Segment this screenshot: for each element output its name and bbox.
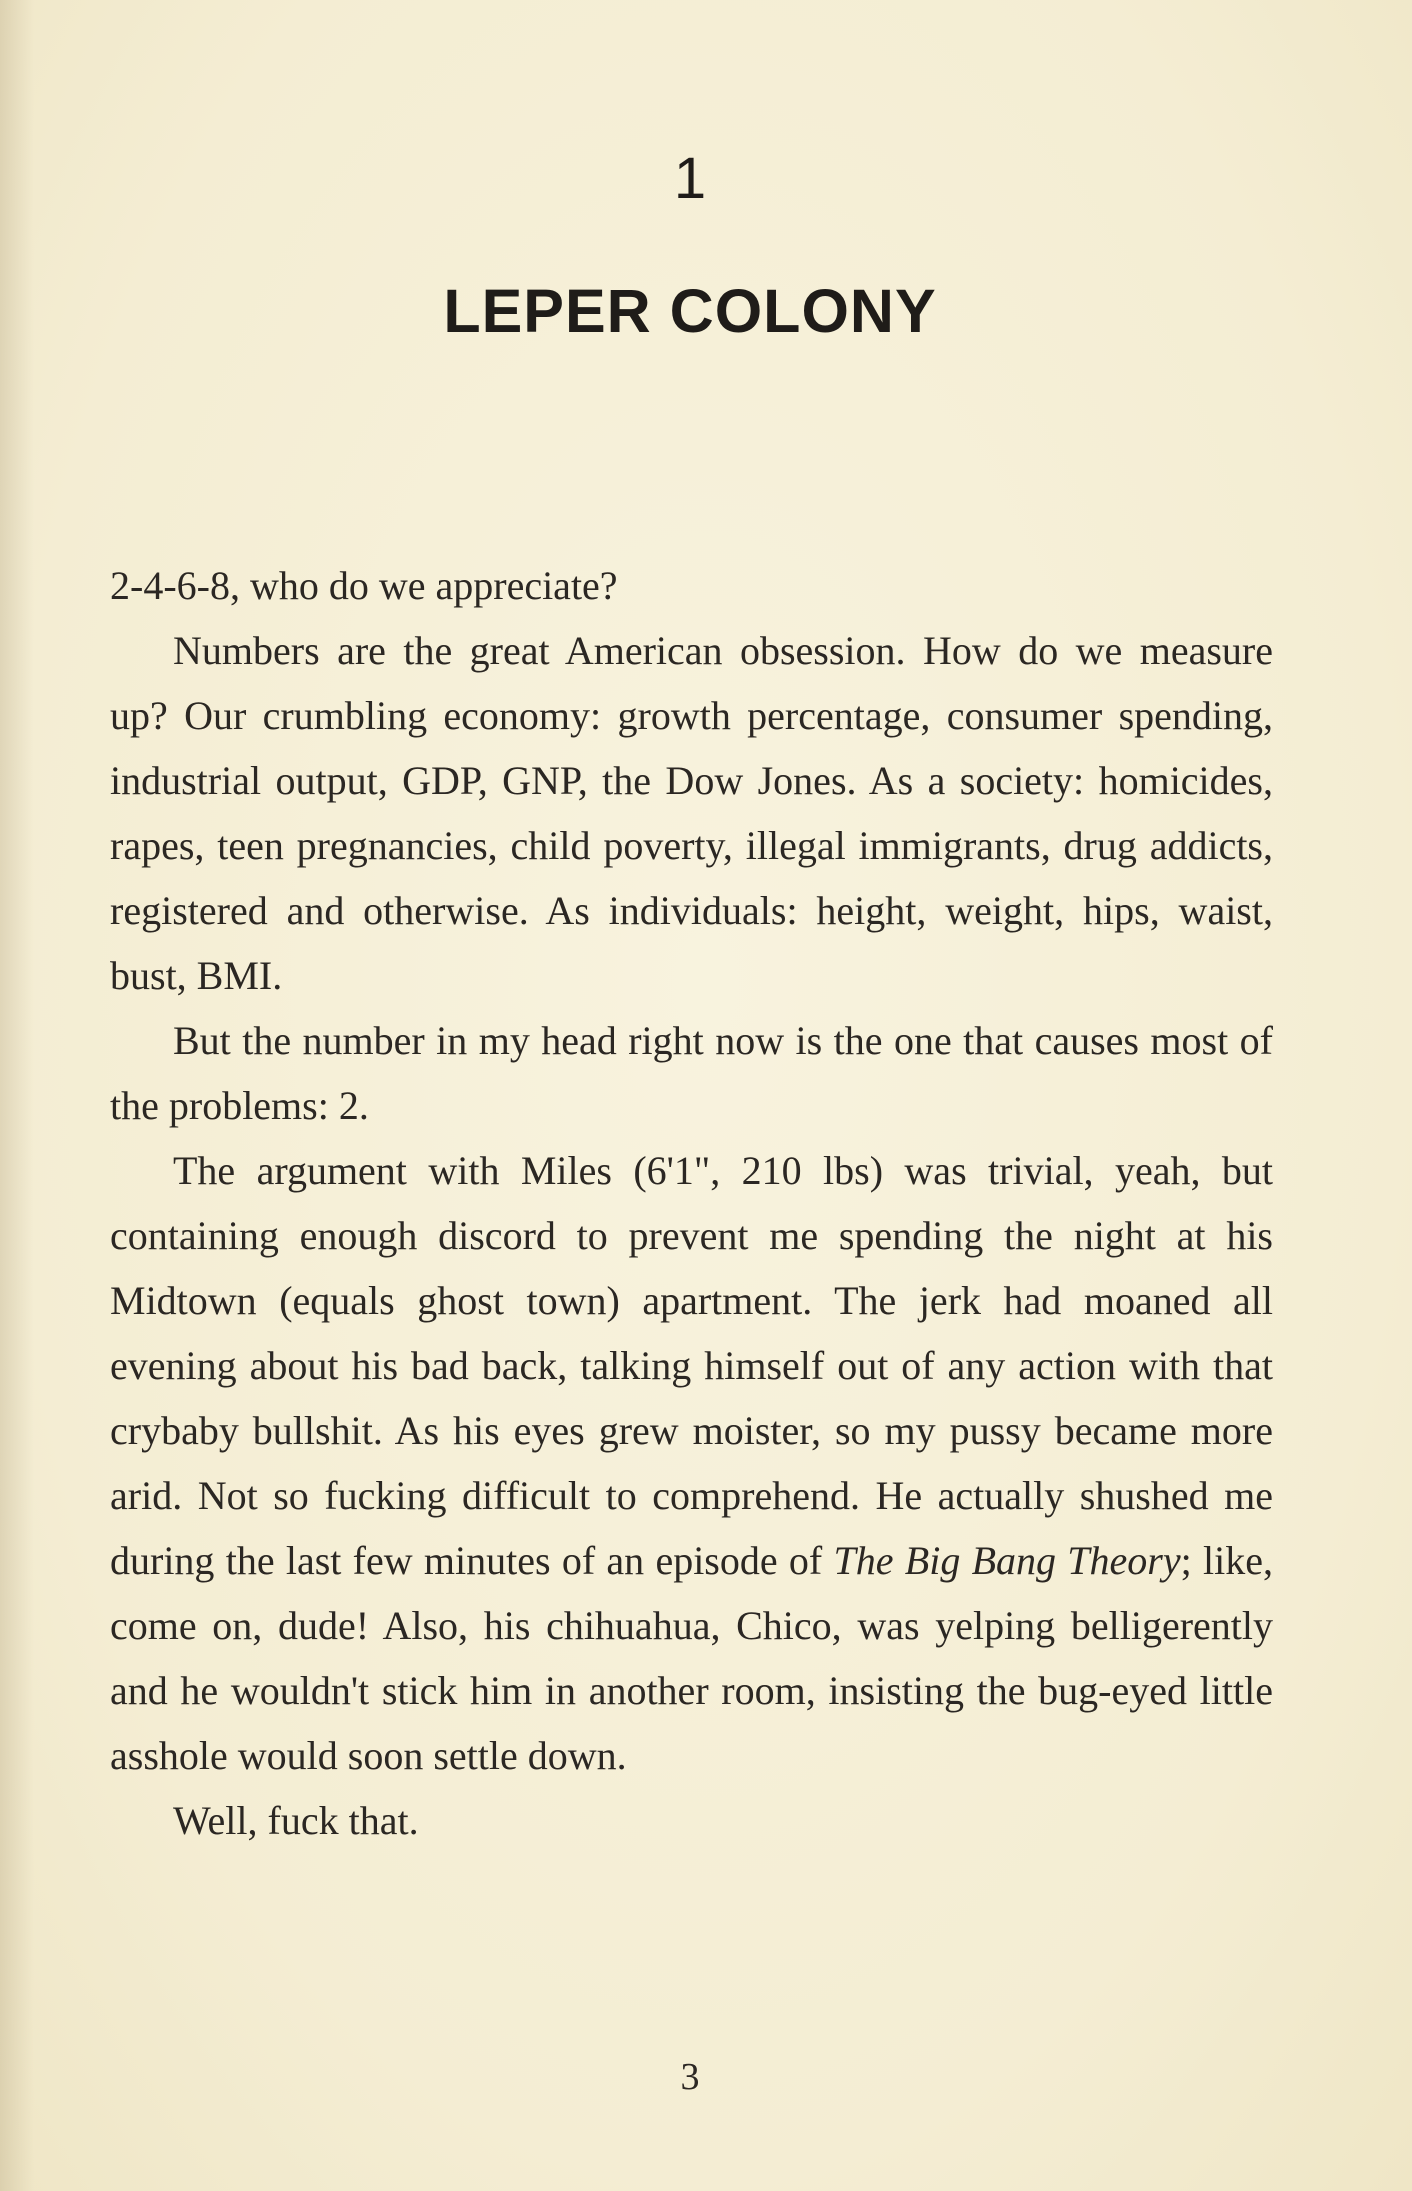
- paragraph-4: [110, 1138, 1273, 1788]
- paragraph-1: 2-4-6-8, who do we appreciate?: [110, 563, 618, 608]
- paragraph-3: But the number in my head right now is the one that causes most of the problems: 2.: [110, 1018, 1273, 1128]
- body-text: [110, 553, 1273, 1853]
- paragraph-4-part-b: ; like, come on, dude! Also, his chihuahua, Chico, was yelping belligerently and he wouldn't stick him in another room, insisting the bug-eyed little asshole would soon settle down.: [110, 1538, 1273, 1778]
- paragraph-2: Numbers are the great American obsession. How do we measure up? Our crumbling economy: growth percentage, consumer spending, industrial output, GDP, GNP, the Dow Jones. As a society: homicides, rapes, teen pregnancies, child poverty, illegal immigrants, drug addicts, registered and otherwise. As individuals: height, weight, hips, waist, bust, BMI.: [110, 628, 1273, 998]
- show-title-italic: The Big Bang Theory: [833, 1538, 1181, 1583]
- paragraph-5: Well, fuck that.: [173, 1798, 419, 1843]
- chapter-number: 1: [673, 146, 707, 211]
- page-number: 3: [680, 2056, 700, 2098]
- chapter-title: LEPER COLONY: [443, 277, 937, 345]
- paragraph-4-part-a: The argument with Miles (6'1", 210 lbs) was trivial, yeah, but containing enough discord to prevent me spending the night at his Midtown (equals ghost town) apartment. The jerk had moaned all evening about his bad back, talking himself out of any action with that crybaby bullshit. As his eyes grew moister, so my pussy became more arid. Not so fucking difficult to comprehend. He actually shushed me during the last few minutes of an episode of: [110, 1148, 1273, 1583]
